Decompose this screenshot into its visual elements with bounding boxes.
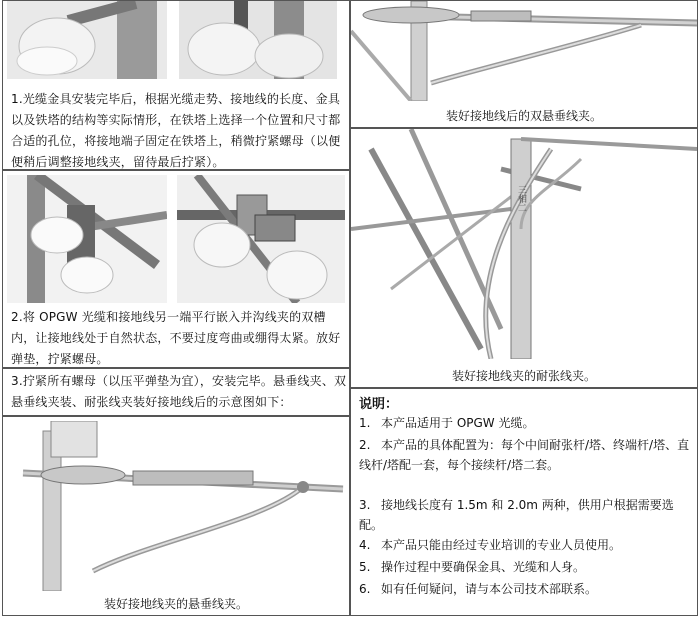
step2-photo-right (177, 175, 345, 303)
step1-cell (2, 0, 350, 170)
note-item-5: 5. 操作过程中要确保金具、光缆和人身。 (359, 560, 586, 574)
step1-text: 1.光缆金具安装完毕后，根据光缆走势、接地线的长度、金具以及铁塔的结构等实际情形，在铁塔上选择一个位置和尺寸都合适的孔位，将接地端子固定在铁塔上，稍微拧紧螺母（以便便稍后调整接地线夹，留待最后拧紧）。 (11, 92, 341, 169)
double-suspension-illustration (351, 1, 697, 101)
notes-cell (350, 388, 698, 616)
note-item-1: 1. 本产品适用于 OPGW 光缆。 (359, 416, 535, 430)
tension-cell (350, 128, 698, 388)
step1-photo-right (179, 1, 337, 79)
tension-illustration (351, 129, 697, 359)
note-item-4: 4. 本产品只能由经过专业培训的专业人员使用。 (359, 538, 622, 552)
step2-photo-left (7, 175, 167, 303)
suspension-cell (2, 416, 350, 616)
step3-cell (2, 368, 350, 416)
tension-caption: 装好接地线夹的耐张线夹。 (451, 369, 596, 383)
step1-photo-left (7, 1, 167, 79)
double-suspension-cell (350, 0, 698, 128)
suspension-illustration (3, 421, 349, 591)
note-item-2: 2. 本产品的具体配置为：每个中间耐张杆/塔、终端杆/塔、直线杆/塔配一套，每个接续杆/塔二套。 (359, 438, 690, 472)
notes-title: 说明： (359, 397, 399, 412)
note-item-3: 3. 接地线长度有 1.5m 和 2.0m 两种，供用户根据需要选配。 (359, 498, 674, 532)
step2-text: 2.将 OPGW 光缆和接地线另一端平行嵌入并沟线夹的双槽内，让接地线处于自然状态，不要过度弯曲或绷得太紧。放好弹垫，拧紧螺母。 (11, 310, 341, 366)
double-suspension-caption: 装好接地线后的双悬垂线夹。 (445, 109, 602, 123)
tower-label: 三相二 (516, 185, 526, 212)
suspension-caption: 装好接地线夹的悬垂线夹。 (103, 597, 248, 611)
step3-text: 3.拧紧所有螺母（以压平弹垫为宜），安装完毕。悬垂线夹、双悬垂线夹装、耐张线夹装好接地线后的示意图如下： (11, 374, 347, 409)
note-item-6: 6. 如有任何疑问，请与本公司技术部联系。 (359, 582, 598, 596)
step2-cell (2, 170, 350, 368)
